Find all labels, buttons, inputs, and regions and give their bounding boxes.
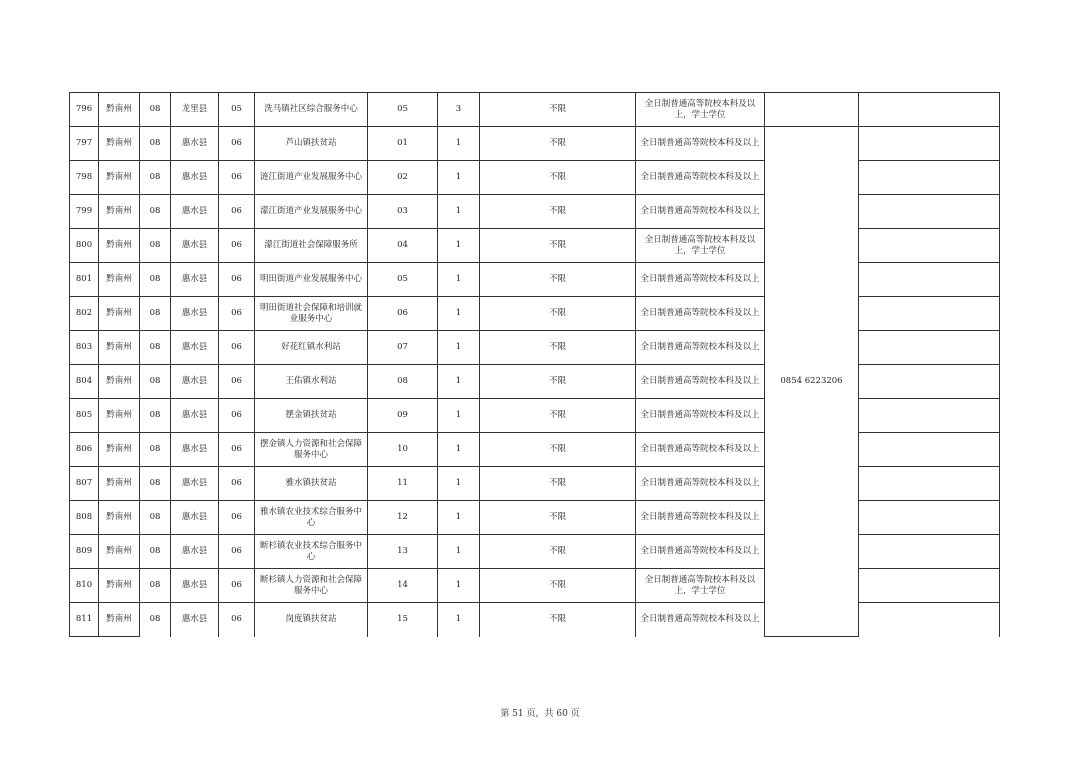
region-code-cell: 08 (140, 127, 171, 161)
table-row (70, 535, 1000, 569)
remarks-cell (859, 297, 1000, 331)
education-cell: 全日制普通高等院校本科及以上，学士学位 (636, 93, 765, 127)
education-cell: 全日制普通高等院校本科及以上，学士学位 (636, 569, 765, 603)
region-code-cell: 08 (140, 229, 171, 263)
county-code-cell: 06 (219, 433, 255, 467)
row-number: 801 (70, 263, 99, 297)
education-cell: 全日制普通高等院校本科及以上 (636, 127, 765, 161)
table-row (70, 263, 1000, 297)
education-cell: 全日制普通高等院校本科及以上 (636, 365, 765, 399)
county-cell: 惠水县 (171, 433, 219, 467)
remarks-cell (859, 195, 1000, 229)
row-number: 810 (70, 569, 99, 603)
county-code-cell: 06 (219, 161, 255, 195)
headcount-cell: 1 (438, 535, 480, 569)
major-cell: 不限 (480, 297, 636, 331)
unit-name-cell: 王佑镇水利站 (255, 365, 368, 399)
remarks-cell (859, 127, 1000, 161)
region-code-cell: 08 (140, 93, 171, 127)
row-number: 800 (70, 229, 99, 263)
county-cell: 惠水县 (171, 161, 219, 195)
major-cell: 不限 (480, 535, 636, 569)
county-cell: 惠水县 (171, 127, 219, 161)
remarks-cell (859, 569, 1000, 603)
row-number: 805 (70, 399, 99, 433)
county-cell: 惠水县 (171, 365, 219, 399)
position-code-cell: 09 (368, 399, 438, 433)
position-code-cell: 15 (368, 603, 438, 637)
education-cell: 全日制普通高等院校本科及以上 (636, 263, 765, 297)
region-code-cell: 08 (140, 297, 171, 331)
unit-name-cell: 涟江街道产业发展服务中心 (255, 161, 368, 195)
table-row (70, 331, 1000, 365)
county-cell: 惠水县 (171, 603, 219, 637)
region-cell: 黔南州 (99, 161, 140, 195)
row-number: 807 (70, 467, 99, 501)
county-code-cell: 06 (219, 535, 255, 569)
region-code-cell: 08 (140, 263, 171, 297)
unit-name-cell: 洗马镇社区综合服务中心 (255, 93, 368, 127)
county-cell: 惠水县 (171, 331, 219, 365)
county-cell: 惠水县 (171, 467, 219, 501)
unit-name-cell: 明田街道社会保障和培训就业服务中心 (255, 297, 368, 331)
region-cell: 黔南州 (99, 433, 140, 467)
unit-name-cell: 摆金镇扶贫站 (255, 399, 368, 433)
headcount-cell: 1 (438, 331, 480, 365)
headcount-cell: 1 (438, 433, 480, 467)
position-code-cell: 13 (368, 535, 438, 569)
education-cell: 全日制普通高等院校本科及以上 (636, 195, 765, 229)
phone-cell-top (765, 93, 859, 127)
region-cell: 黔南州 (99, 229, 140, 263)
table-row (70, 161, 1000, 195)
row-number: 806 (70, 433, 99, 467)
table-row (70, 93, 1000, 127)
region-code-cell: 08 (140, 195, 171, 229)
position-code-cell: 05 (368, 263, 438, 297)
region-code-cell: 08 (140, 535, 171, 569)
remarks-cell (859, 433, 1000, 467)
table-row (70, 229, 1000, 263)
major-cell: 不限 (480, 263, 636, 297)
education-cell: 全日制普通高等院校本科及以上，学士学位 (636, 229, 765, 263)
county-cell: 惠水县 (171, 569, 219, 603)
region-code-cell: 08 (140, 603, 171, 637)
table-row (70, 127, 1000, 161)
unit-name-cell: 断杉镇农业技术综合服务中心 (255, 535, 368, 569)
row-number: 804 (70, 365, 99, 399)
county-code-cell: 06 (219, 365, 255, 399)
education-cell: 全日制普通高等院校本科及以上 (636, 399, 765, 433)
region-cell: 黔南州 (99, 603, 140, 637)
education-cell: 全日制普通高等院校本科及以上 (636, 433, 765, 467)
headcount-cell: 1 (438, 399, 480, 433)
table-row (70, 501, 1000, 535)
region-cell: 黔南州 (99, 501, 140, 535)
region-code-cell: 08 (140, 161, 171, 195)
major-cell: 不限 (480, 365, 636, 399)
position-code-cell: 01 (368, 127, 438, 161)
county-code-cell: 06 (219, 331, 255, 365)
education-cell: 全日制普通高等院校本科及以上 (636, 501, 765, 535)
region-code-cell: 08 (140, 365, 171, 399)
region-cell: 黔南州 (99, 297, 140, 331)
education-cell: 全日制普通高等院校本科及以上 (636, 535, 765, 569)
headcount-cell: 1 (438, 603, 480, 637)
region-cell: 黔南州 (99, 127, 140, 161)
region-cell: 黔南州 (99, 263, 140, 297)
position-code-cell: 04 (368, 229, 438, 263)
unit-name-cell: 断杉镇人力资源和社会保障服务中心 (255, 569, 368, 603)
table-row (70, 467, 1000, 501)
region-cell: 黔南州 (99, 93, 140, 127)
county-code-cell: 06 (219, 603, 255, 637)
table-row (70, 569, 1000, 603)
row-number: 809 (70, 535, 99, 569)
county-cell: 惠水县 (171, 229, 219, 263)
region-code-cell: 08 (140, 501, 171, 535)
region-code-cell: 08 (140, 569, 171, 603)
education-cell: 全日制普通高等院校本科及以上 (636, 331, 765, 365)
headcount-cell: 1 (438, 161, 480, 195)
position-code-cell: 12 (368, 501, 438, 535)
region-code-cell: 08 (140, 399, 171, 433)
major-cell: 不限 (480, 569, 636, 603)
education-cell: 全日制普通高等院校本科及以上 (636, 297, 765, 331)
region-cell: 黔南州 (99, 331, 140, 365)
remarks-cell (859, 93, 1000, 127)
position-code-cell: 08 (368, 365, 438, 399)
table-row (70, 399, 1000, 433)
headcount-cell: 1 (438, 195, 480, 229)
region-code-cell: 08 (140, 467, 171, 501)
county-cell: 龙里县 (171, 93, 219, 127)
page-footer: 第 51 页，共 60 页 (500, 709, 580, 719)
county-cell: 惠水县 (171, 535, 219, 569)
headcount-cell: 1 (438, 127, 480, 161)
remarks-cell (859, 229, 1000, 263)
headcount-cell: 1 (438, 569, 480, 603)
table-row (70, 195, 1000, 229)
county-code-cell: 06 (219, 399, 255, 433)
county-code-cell: 06 (219, 229, 255, 263)
headcount-cell: 1 (438, 263, 480, 297)
region-cell: 黔南州 (99, 399, 140, 433)
recruitment-table (69, 92, 1000, 637)
county-cell: 惠水县 (171, 501, 219, 535)
remarks-cell (859, 331, 1000, 365)
headcount-cell: 1 (438, 297, 480, 331)
county-cell: 惠水县 (171, 399, 219, 433)
table-body (70, 93, 1000, 637)
county-code-cell: 06 (219, 127, 255, 161)
contact-phone-cell: 0854 6223206 (765, 127, 859, 637)
position-code-cell: 14 (368, 569, 438, 603)
county-cell: 惠水县 (171, 195, 219, 229)
major-cell: 不限 (480, 161, 636, 195)
county-code-cell: 06 (219, 467, 255, 501)
remarks-cell (859, 501, 1000, 535)
position-code-cell: 07 (368, 331, 438, 365)
major-cell: 不限 (480, 195, 636, 229)
remarks-cell (859, 399, 1000, 433)
remarks-cell (859, 161, 1000, 195)
remarks-cell (859, 365, 1000, 399)
unit-name-cell: 雅水镇扶贫站 (255, 467, 368, 501)
county-code-cell: 05 (219, 93, 255, 127)
region-cell: 黔南州 (99, 569, 140, 603)
education-cell: 全日制普通高等院校本科及以上 (636, 161, 765, 195)
education-cell: 全日制普通高等院校本科及以上 (636, 467, 765, 501)
headcount-cell: 1 (438, 365, 480, 399)
row-number: 797 (70, 127, 99, 161)
major-cell: 不限 (480, 467, 636, 501)
unit-name-cell: 濛江街道社会保障服务所 (255, 229, 368, 263)
headcount-cell: 1 (438, 229, 480, 263)
region-cell: 黔南州 (99, 467, 140, 501)
remarks-cell (859, 535, 1000, 569)
major-cell: 不限 (480, 229, 636, 263)
unit-name-cell: 好花红镇水利站 (255, 331, 368, 365)
position-code-cell: 10 (368, 433, 438, 467)
row-number: 802 (70, 297, 99, 331)
remarks-cell (859, 467, 1000, 501)
major-cell: 不限 (480, 501, 636, 535)
row-number: 799 (70, 195, 99, 229)
county-code-cell: 06 (219, 263, 255, 297)
county-cell: 惠水县 (171, 263, 219, 297)
unit-name-cell: 濛江街道产业发展服务中心 (255, 195, 368, 229)
remarks-cell (859, 263, 1000, 297)
unit-name-cell: 明田街道产业发展服务中心 (255, 263, 368, 297)
county-cell: 惠水县 (171, 297, 219, 331)
row-number: 798 (70, 161, 99, 195)
row-number: 796 (70, 93, 99, 127)
county-code-cell: 06 (219, 501, 255, 535)
position-code-cell: 05 (368, 93, 438, 127)
position-code-cell: 03 (368, 195, 438, 229)
unit-name-cell: 芦山镇扶贫站 (255, 127, 368, 161)
position-code-cell: 11 (368, 467, 438, 501)
county-code-cell: 06 (219, 297, 255, 331)
major-cell: 不限 (480, 433, 636, 467)
remarks-cell (859, 603, 1000, 637)
table-row (70, 433, 1000, 467)
row-number: 811 (70, 603, 99, 637)
position-code-cell: 06 (368, 297, 438, 331)
region-code-cell: 08 (140, 433, 171, 467)
unit-name-cell: 岗度镇扶贫站 (255, 603, 368, 637)
region-code-cell: 08 (140, 331, 171, 365)
headcount-cell: 1 (438, 501, 480, 535)
headcount-cell: 1 (438, 467, 480, 501)
headcount-cell: 3 (438, 93, 480, 127)
row-number: 803 (70, 331, 99, 365)
county-code-cell: 06 (219, 569, 255, 603)
region-cell: 黔南州 (99, 195, 140, 229)
region-cell: 黔南州 (99, 365, 140, 399)
position-code-cell: 02 (368, 161, 438, 195)
row-number: 808 (70, 501, 99, 535)
region-cell: 黔南州 (99, 535, 140, 569)
major-cell: 不限 (480, 603, 636, 637)
table-row (70, 297, 1000, 331)
major-cell: 不限 (480, 127, 636, 161)
table-row (70, 365, 1000, 399)
major-cell: 不限 (480, 399, 636, 433)
education-cell: 全日制普通高等院校本科及以上 (636, 603, 765, 637)
major-cell: 不限 (480, 93, 636, 127)
county-code-cell: 06 (219, 195, 255, 229)
unit-name-cell: 雅水镇农业技术综合服务中心 (255, 501, 368, 535)
unit-name-cell: 摆金镇人力资源和社会保障服务中心 (255, 433, 368, 467)
table-row (70, 603, 1000, 637)
major-cell: 不限 (480, 331, 636, 365)
